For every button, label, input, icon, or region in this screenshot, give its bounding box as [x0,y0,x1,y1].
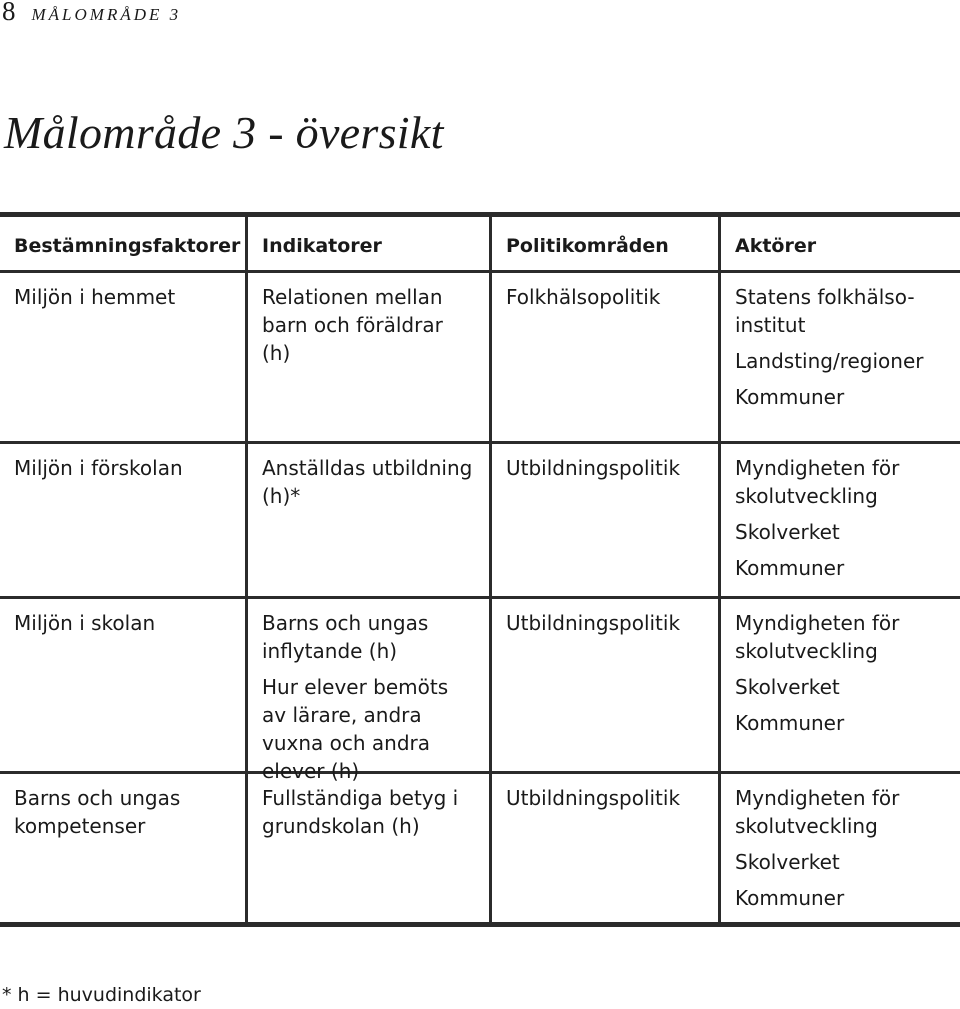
actors-cell [718,774,960,922]
policy-cell: Utbildningspolitik [489,774,718,922]
policy-cell: Folkhälsopolitik [489,273,718,441]
actors-cell [718,444,960,596]
header-policy-areas: Politikområden [489,217,718,270]
running-head [2,0,181,30]
actor-item: Myndigheten för skolutveckling [735,456,900,508]
table-row [0,270,960,441]
header-factors: Bestämningsfaktorer [14,235,241,257]
actor-item: Statens folkhälso-institut [735,285,915,337]
indicator-item: Relationen mellan barn och föräldrar (h) [262,285,443,365]
actor-item: Skolverket [735,520,840,544]
page-number: 8 [2,0,16,26]
policy-cell: Utbildningspolitik [489,599,718,771]
actor-item: Kommuner [735,886,845,910]
actor-item: Skolverket [735,675,840,699]
actor-item: Landsting/regioner [735,349,924,373]
header-indicators: Indikatorer [245,217,489,270]
table-row [0,771,960,922]
indicator-cell [245,273,489,441]
section-title: Målområde 3 - översikt [4,107,444,158]
table-row [0,441,960,596]
indicator-item: Anställdas utbildning (h)* [262,456,473,508]
actors-cell [718,273,960,441]
header-actors: Aktörer [718,217,960,270]
factor-cell: Miljön i förskolan [14,456,183,480]
actor-item: Skolverket [735,850,840,874]
actors-cell [718,599,960,771]
table-header-row [0,217,960,270]
factor-cell: Barns och ungas kompetenser [14,786,181,838]
indicator-item: Fullständiga betyg i grundskolan (h) [262,786,459,838]
running-title: MÅLOMRÅDE 3 [31,5,182,24]
actor-item: Kommuner [735,556,845,580]
indicator-item: Hur elever bemöts av lärare, andra vuxna och andra elever (h) [262,675,449,783]
indicator-item: Barns och ungas inflytande (h) [262,611,429,663]
factor-cell: Miljön i skolan [14,611,156,635]
indicator-cell [245,599,489,783]
table-row [0,596,960,783]
actor-item: Kommuner [735,711,845,735]
actor-item: Myndigheten för skolutveckling [735,786,900,838]
indicator-cell [245,774,489,922]
actor-item: Myndigheten för skolutveckling [735,611,900,663]
overview-table [0,212,960,927]
actor-item: Kommuner [735,385,845,409]
indicator-cell [245,444,489,596]
factor-cell: Miljön i hemmet [14,285,176,309]
policy-cell: Utbildningspolitik [489,444,718,596]
footnote: * h = huvudindikator [2,984,201,1006]
